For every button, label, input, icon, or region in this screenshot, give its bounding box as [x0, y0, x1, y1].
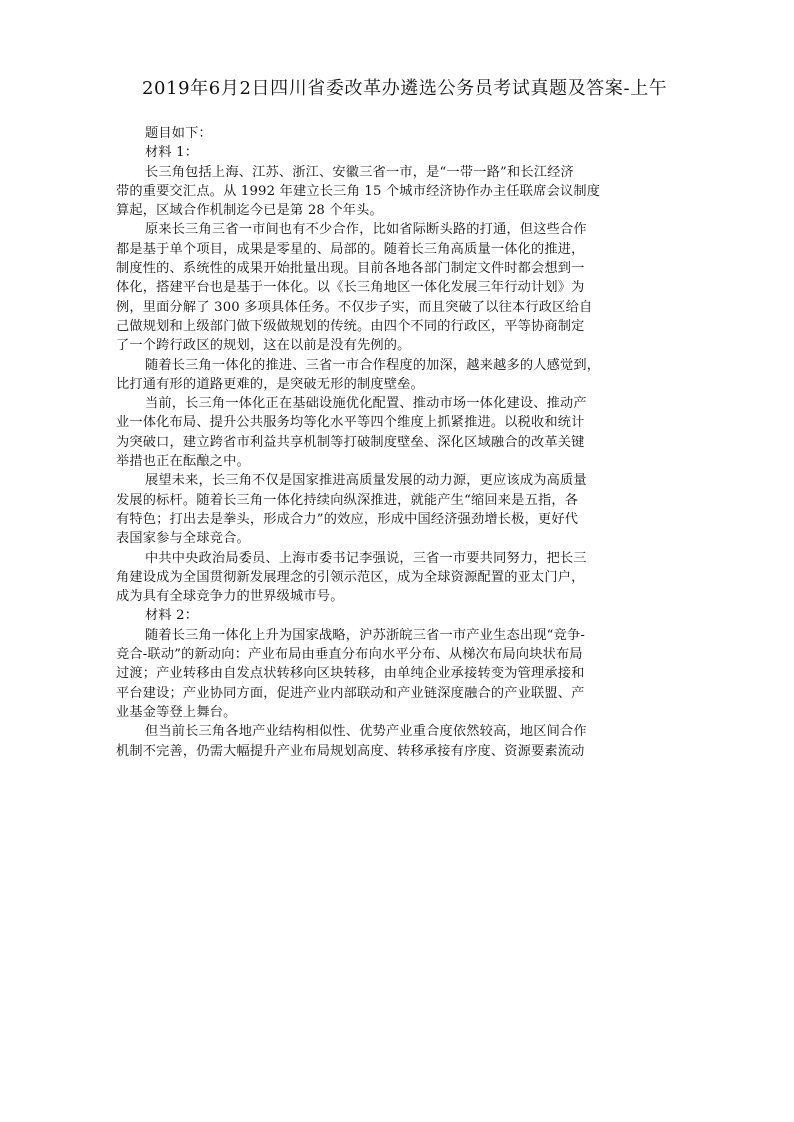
paragraph-line: 平台建设；产业协同方面，促进产业内部联动和产业链深度融合的产业联盟、产	[116, 685, 585, 701]
paragraph-line: 带的重要交汇点。从 1992 年建立长三角 15 个城市经济协作办主任联席会议制度	[116, 183, 601, 199]
paragraph-line: 表国家参与全球竞合。	[116, 531, 250, 547]
paragraph-line: 业一体化布局、提升公共服务均等化水平等四个维度上抓紧推进。以税收和统计	[116, 415, 585, 431]
paragraph-line: 举措也正在酝酿之中。	[116, 454, 250, 470]
paragraph-line: 随着长三角一体化上升为国家战略，沪苏浙皖三省一市产业生态出现“竞争-	[145, 627, 585, 643]
material-1-label: 材料 1：	[145, 145, 199, 161]
paragraph-line: 体化，搭建平台也是基于一体化。以《长三角地区一体化发展三年行动计划》为	[116, 280, 585, 296]
paragraph-line: 角建设成为全国贯彻新发展理念的引领示范区，成为全球资源配置的亚太门户，	[116, 569, 585, 585]
paragraph-line: 算起，区域合作机制迄今已是第 28 个年头。	[116, 203, 383, 219]
paragraph-line: 例，里面分解了 300 多项具体任务。不仅步子实，而且突破了以往本行政区给自	[116, 299, 593, 315]
paragraph-line: 成为具有全球竞争力的世界级城市号。	[116, 589, 344, 605]
paragraph-line: 但当前长三角各地产业结构相似性、优势产业重合度依然较高，地区间合作	[145, 724, 587, 740]
paragraph-line: 了一个跨行政区的规划，这在以前是没有先例的。	[116, 338, 411, 354]
paragraph-line: 发展的标杆。随着长三角一体化持续向纵深推进，就能产生“缩回来是五指，各	[116, 492, 579, 508]
paragraph-line: 业基金等登上舞台。	[116, 704, 237, 720]
paragraph-line: 中共中央政治局委员、上海市委书记李强说，三省一市要共同努力，把长三	[145, 550, 587, 566]
paragraph-line: 机制不完善，仍需大幅提升产业布局规划高度、转移承接有序度、资源要素流动	[116, 743, 585, 759]
paragraph-line: 都是基于单个项目，成果是零星的、局部的。随着长三角高质量一体化的推进，	[116, 241, 585, 257]
paragraph-line: 比打通有形的道路更难的，是突破无形的制度壁垒。	[116, 376, 424, 392]
paragraph-line: 长三角包括上海、江苏、浙江、安徽三省一市，是“一带一路”和长江经济	[145, 164, 574, 180]
paragraph-line: 原来长三角三省一市间也有不少合作，比如省际断头路的打通，但这些合作	[145, 222, 587, 238]
paragraph-line: 当前，长三角一体化正在基础设施优化配置、推动市场一体化建设、推动产	[145, 396, 587, 412]
paragraph-line: 展望未来，长三角不仅是国家推进高质量发展的动力源，更应该成为高质量	[145, 473, 587, 489]
paragraph-line: 为突破口，建立跨省市利益共享机制等打破制度壁垒、深化区域融合的改革关键	[116, 434, 585, 450]
paragraph-line: 过渡；产业转移由自发点状转移向区块转移，由单纯企业承接转变为管理承接和	[116, 666, 585, 682]
document-body	[116, 124, 612, 761]
paragraph-line: 己做规划和上级部门做下级做规划的传统。由四个不同的行政区，平等协商制定	[116, 318, 585, 334]
paragraph-line: 随着长三角一体化的推进、三省一市合作程度的加深，越来越多的人感觉到，	[145, 357, 601, 373]
paragraph-line: 有特色；打出去是拳头，形成合力”的效应，形成中国经济强劲增长极，更好代	[116, 511, 579, 527]
paragraph-line: 竞合-联动”的新动向：产业布局由垂直分布向水平分布、从梯次布局向块状布局	[116, 647, 583, 663]
document-title: 2019年6月2日四川省委改革办遴选公务员考试真题及答案-上午	[142, 78, 668, 99]
paragraph-line: 制度性的、系统性的成果开始批量出现。目前各地各部门制定文件时都会想到一	[116, 261, 585, 277]
intro-text: 题目如下：	[145, 126, 212, 141]
material-2-label: 材料 2：	[145, 608, 199, 624]
